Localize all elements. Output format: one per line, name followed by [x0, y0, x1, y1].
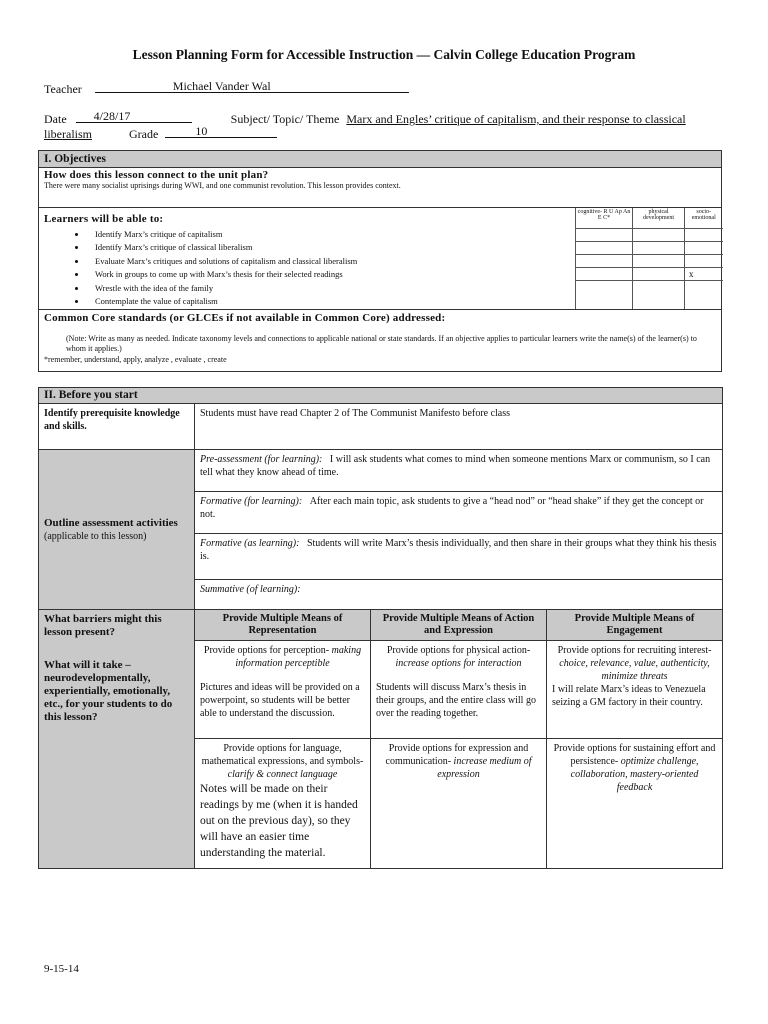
objective-item: • Wrestle with the idea of the family: [87, 282, 357, 295]
r1c3: [547, 641, 723, 739]
grid-cell: [576, 241, 633, 254]
grid-cell: [576, 268, 633, 281]
r2c3: [547, 739, 723, 869]
r1c1-text: Pictures and ideas will be provided on a powerpoint, so students will be better able to understand the discussion.: [200, 682, 360, 719]
formative-as: [195, 534, 723, 580]
r2c3-head: Provide options for sustaining effort and persistence- optimize challenge, collaboration, mastery-oriented feedback: [553, 743, 716, 793]
prereq-value: Students must have read Chapter 2 of The Communist Manifesto before class: [195, 404, 723, 450]
teacher-label: Teacher: [44, 82, 82, 96]
subject-value: Marx and Engles’ critique of capitalism, and their response to classical: [346, 112, 686, 126]
grade-row: [44, 125, 277, 142]
formative2-text: Students will write Marx’s thesis individually, and then share in their groups what they think his thesis is.: [200, 538, 717, 562]
grid-cell: [576, 254, 633, 267]
grid-cell: [633, 241, 685, 254]
take-question: What will it take – neurodevelopmentally, experientially, emotionally, etc., for your students to do this lesson?: [44, 659, 173, 723]
grid-cell: [685, 281, 723, 309]
r1c2: [371, 641, 547, 739]
grid-cell: [576, 281, 633, 309]
footer-date: 9-15-14: [44, 963, 79, 975]
standards-question: Common Core standards (or GLCEs if not available in Common Core) addressed:: [44, 312, 446, 324]
grade-label: Grade: [129, 127, 159, 141]
taxonomy-grid: [575, 208, 723, 309]
col-socio: socio- emotional: [685, 208, 723, 228]
date-label: Date: [44, 112, 67, 126]
barriers-cell: [39, 610, 195, 869]
r1c1-head: Provide options for perception- making information perceptible: [203, 645, 362, 669]
pre-assessment: [195, 450, 723, 492]
r2c1: [195, 739, 371, 869]
grid-cell: [633, 268, 685, 281]
r1c2-head: Provide options for physical action- increase options for interaction: [386, 645, 531, 669]
r2c1-head: Provide options for language, mathematical expressions, and symbols- clarify & connect language: [201, 743, 364, 780]
objectives-section: [38, 150, 722, 372]
objectives-list: [39, 228, 357, 308]
r1c3-text: I will relate Marx’s ideas to Venezuela seizing a GM factory in their country.: [552, 684, 706, 708]
pre-text: I will ask students what comes to mind when someone mentions Marx or communism, so I can tell what they know ahead of time.: [200, 454, 711, 478]
formative2-label: Formative (as learning):: [200, 538, 300, 549]
col-engagement: Provide Multiple Means of Engagement: [547, 610, 723, 641]
teacher-row: [44, 80, 409, 97]
formative-label: Formative (for learning):: [200, 496, 303, 507]
date-value: 4/28/17: [93, 109, 131, 123]
assess-sub: (applicable to this lesson): [44, 530, 147, 542]
before-section: [38, 387, 723, 869]
objective-item: • Evaluate Marx’s critiques and solutions of capitalism and classical liberalism: [87, 255, 357, 268]
formative-text: After each main topic, ask students to give a “head nod” or “head shake” if they get the concept or not.: [200, 496, 704, 520]
barriers-question: What barriers might this lesson present?: [44, 613, 162, 638]
prereq-label: Identify prerequisite knowledge and skills.: [39, 404, 195, 450]
page-title: Lesson Planning Form for Accessible Instruction — Calvin College Education Program: [132, 47, 636, 62]
pre-label: Pre-assessment (for learning):: [200, 454, 323, 465]
r1c1: [195, 641, 371, 739]
grid-cell: [633, 281, 685, 309]
subject-value-cont: liberalism: [44, 127, 92, 141]
grade-value: 10: [195, 124, 208, 138]
objective-item: • Contemplate the value of capitalism: [87, 295, 357, 308]
before-heading: II. Before you start: [39, 388, 723, 404]
formative-for: [195, 492, 723, 534]
r2c2-head: Provide options for expression and communication- increase medium of expression: [385, 743, 532, 780]
socio-mark: x: [685, 268, 723, 281]
unit-answer: There were many socialist uprisings during WWI, and one communist revolution. This lesson provides context.: [44, 181, 401, 190]
assess-label: Outline assessment activities: [44, 516, 178, 529]
col-representation: Provide Multiple Means of Representation: [195, 610, 371, 641]
objective-item: • Identify Marx’s critique of classical liberalism: [87, 241, 357, 254]
taxonomy-footnote: *remember, understand, apply, analyze , evaluate , create: [44, 355, 227, 364]
col-action-expression: Provide Multiple Means of Action and Expression: [371, 610, 547, 641]
unit-question: How does this lesson connect to the unit plan?: [44, 169, 269, 181]
grid-cell: [685, 228, 723, 241]
col-cognitive: cognitive- R U Ap An E C*: [576, 208, 633, 228]
teacher-value: Michael Vander Wal: [172, 79, 271, 93]
r2c1-text: Notes will be made on their readings by me (when it is handed out on the previous day), so they will have an easier time understanding the material.: [200, 783, 358, 859]
grid-cell: [576, 228, 633, 241]
r1c3-head: Provide options for recruiting interest- choice, relevance, value, authenticity, minimize threats: [557, 645, 712, 682]
summative: [195, 580, 723, 610]
objective-item: • Identify Marx’s critique of capitalism: [87, 228, 357, 241]
objectives-heading: I. Objectives: [39, 151, 721, 168]
grid-cell: [633, 228, 685, 241]
standards-note: (Note: Write as many as needed. Indicate taxonomy levels and connections to applicable national or state standards. If an objective applies to particular learners write the name(s) of the learner(s) to whom it applies.): [66, 334, 697, 353]
objective-item: • Work in groups to come up with Marx’s thesis for their selected readings: [87, 268, 357, 281]
col-physical: physical development: [633, 208, 685, 228]
grid-cell: [633, 254, 685, 267]
learners-question: Learners will be able to:: [44, 213, 164, 225]
r1c2-text: Students will discuss Marx’s thesis in their groups, and the entire class will go over the reading together.: [376, 682, 536, 719]
summative-label: Summative (of learning):: [200, 584, 301, 595]
r2c2: [371, 739, 547, 869]
subject-label: Subject/ Topic/ Theme: [230, 112, 340, 126]
grid-cell: [685, 241, 723, 254]
assess-label-cell: [39, 450, 195, 610]
grid-cell: [685, 254, 723, 267]
